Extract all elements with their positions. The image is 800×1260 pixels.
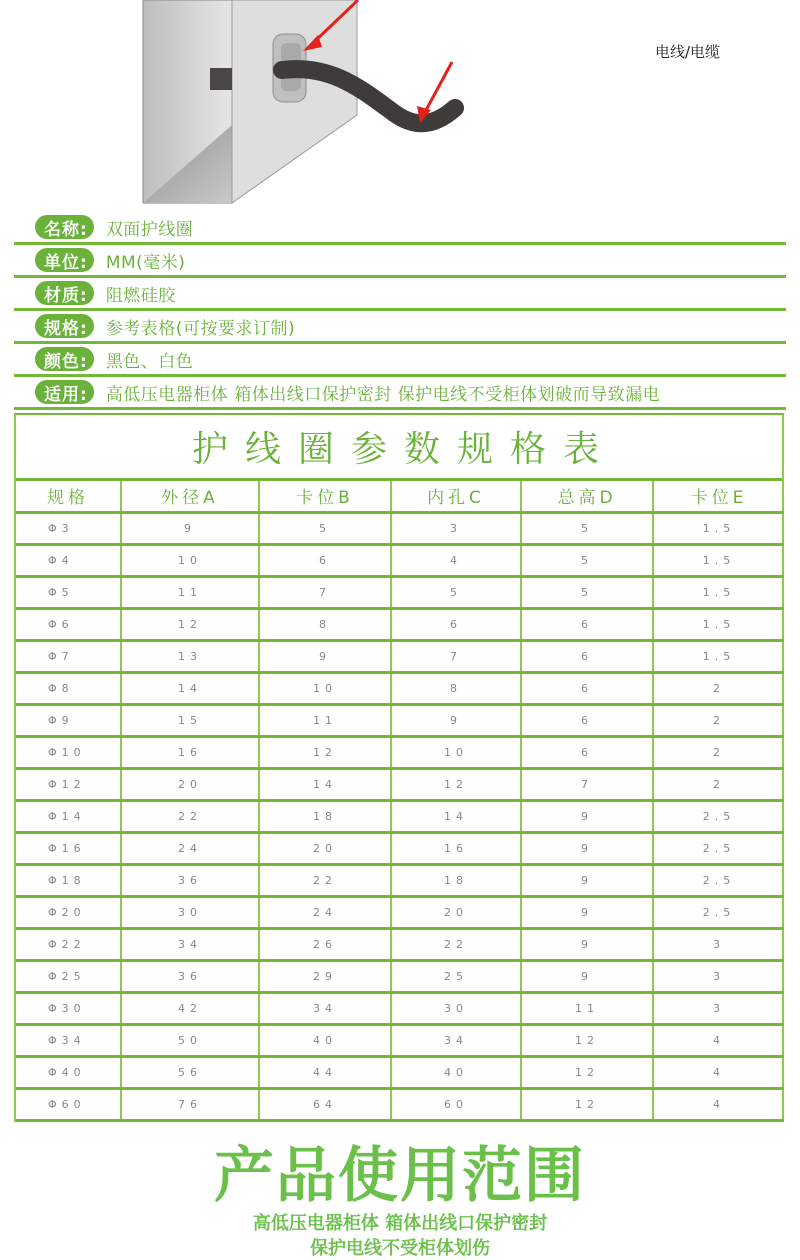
cell-slot-e: 2.5 — [653, 864, 784, 896]
cell-slot-b: 40 — [259, 1024, 391, 1056]
table-row — [16, 736, 784, 768]
spec-label-badge: 适用: — [35, 380, 94, 404]
spec-label-badge: 单位: — [35, 248, 94, 272]
cell-total-height: 11 — [521, 992, 653, 1024]
cell-outer-diameter: 12 — [121, 608, 259, 640]
cell-slot-e: 3 — [653, 928, 784, 960]
table-row — [16, 608, 784, 640]
cell-total-height: 9 — [521, 928, 653, 960]
cell-spec: Φ3 — [16, 512, 121, 544]
cell-outer-diameter: 30 — [121, 896, 259, 928]
cell-slot-e: 2 — [653, 736, 784, 768]
cell-slot-e: 1.5 — [653, 512, 784, 544]
cell-slot-b: 29 — [259, 960, 391, 992]
cell-spec: Φ40 — [16, 1056, 121, 1088]
cell-slot-b: 20 — [259, 832, 391, 864]
cell-slot-e: 4 — [653, 1056, 784, 1088]
spec-value: 双面护线圈 — [105, 219, 194, 240]
cell-outer-diameter: 22 — [121, 800, 259, 832]
cell-inner-hole: 6 — [391, 608, 521, 640]
cell-spec: Φ18 — [16, 864, 121, 896]
table-row — [16, 992, 784, 1024]
spec-row-color — [14, 344, 786, 377]
cell-outer-diameter: 56 — [121, 1056, 259, 1088]
usage-line-2: 保护电线不受柜体划伤 — [310, 1238, 490, 1259]
cell-total-height: 12 — [521, 1088, 653, 1120]
table-row — [16, 960, 784, 992]
cell-inner-hole: 12 — [391, 768, 521, 800]
cell-inner-hole: 5 — [391, 576, 521, 608]
spec-value: 高低压电器柜体 箱体出线口保护密封 保护电线不受柜体划破而导致漏电 — [105, 384, 661, 405]
cell-slot-e: 4 — [653, 1024, 784, 1056]
table-row — [16, 1024, 784, 1056]
table-row — [16, 1088, 784, 1120]
cell-inner-hole: 7 — [391, 640, 521, 672]
cell-slot-b: 14 — [259, 768, 391, 800]
cell-slot-e: 3 — [653, 992, 784, 1024]
cell-slot-b: 8 — [259, 608, 391, 640]
cell-total-height: 9 — [521, 960, 653, 992]
cell-inner-hole: 18 — [391, 864, 521, 896]
cell-total-height: 5 — [521, 544, 653, 576]
table-row — [16, 928, 784, 960]
cell-slot-e: 2 — [653, 768, 784, 800]
cell-total-height: 6 — [521, 608, 653, 640]
cell-slot-e: 1.5 — [653, 608, 784, 640]
spec-value: 参考表格(可按要求订制) — [105, 318, 296, 339]
cable-label: 电线/电缆 — [655, 43, 721, 61]
product-illustration — [0, 0, 800, 205]
cell-inner-hole: 20 — [391, 896, 521, 928]
cell-slot-e: 2.5 — [653, 800, 784, 832]
cell-spec: Φ20 — [16, 896, 121, 928]
table-row — [16, 512, 784, 544]
spec-label-badge: 规格: — [35, 314, 94, 338]
cell-slot-b: 44 — [259, 1056, 391, 1088]
product-spec-list — [14, 212, 786, 410]
cell-total-height: 6 — [521, 640, 653, 672]
cell-inner-hole: 22 — [391, 928, 521, 960]
table-row — [16, 704, 784, 736]
cell-slot-b: 22 — [259, 864, 391, 896]
cell-outer-diameter: 24 — [121, 832, 259, 864]
cell-slot-e: 1.5 — [653, 640, 784, 672]
col-header-slot-e: 卡位E — [653, 481, 784, 512]
table-header-row — [16, 481, 784, 512]
cell-total-height: 9 — [521, 832, 653, 864]
cell-slot-b: 18 — [259, 800, 391, 832]
cell-slot-e: 2.5 — [653, 832, 784, 864]
table-row — [16, 544, 784, 576]
cell-total-height: 6 — [521, 672, 653, 704]
cell-spec: Φ5 — [16, 576, 121, 608]
spec-row-size — [14, 311, 786, 344]
cell-spec: Φ60 — [16, 1088, 121, 1120]
cell-inner-hole: 30 — [391, 992, 521, 1024]
cell-inner-hole: 10 — [391, 736, 521, 768]
cell-slot-e: 1.5 — [653, 544, 784, 576]
cell-outer-diameter: 9 — [121, 512, 259, 544]
table-row — [16, 800, 784, 832]
spec-value: MM(毫米) — [105, 252, 186, 273]
cell-spec: Φ10 — [16, 736, 121, 768]
cell-total-height: 7 — [521, 768, 653, 800]
cell-total-height: 5 — [521, 512, 653, 544]
cell-outer-diameter: 36 — [121, 960, 259, 992]
cell-slot-b: 7 — [259, 576, 391, 608]
cell-spec: Φ6 — [16, 608, 121, 640]
cell-spec: Φ14 — [16, 800, 121, 832]
cell-outer-diameter: 11 — [121, 576, 259, 608]
table-body — [16, 512, 784, 1120]
cell-slot-b: 12 — [259, 736, 391, 768]
table-row — [16, 768, 784, 800]
table-row — [16, 672, 784, 704]
cell-slot-b: 11 — [259, 704, 391, 736]
cell-inner-hole: 9 — [391, 704, 521, 736]
cell-inner-hole: 60 — [391, 1088, 521, 1120]
table-row — [16, 832, 784, 864]
cell-outer-diameter: 13 — [121, 640, 259, 672]
spec-row-application — [14, 377, 786, 410]
cell-slot-b: 24 — [259, 896, 391, 928]
spec-row-name — [14, 212, 786, 245]
spec-label-badge: 材质: — [35, 281, 94, 305]
cell-total-height: 5 — [521, 576, 653, 608]
cell-slot-b: 9 — [259, 640, 391, 672]
cell-outer-diameter: 50 — [121, 1024, 259, 1056]
cell-inner-hole: 16 — [391, 832, 521, 864]
col-header-inner-hole: 内孔C — [391, 481, 521, 512]
parameter-table — [14, 413, 784, 1122]
cell-outer-diameter: 20 — [121, 768, 259, 800]
cell-total-height: 9 — [521, 800, 653, 832]
cell-outer-diameter: 36 — [121, 864, 259, 896]
spec-label-badge: 颜色: — [35, 347, 94, 371]
cell-spec: Φ22 — [16, 928, 121, 960]
cell-total-height: 9 — [521, 864, 653, 896]
cell-slot-b: 64 — [259, 1088, 391, 1120]
col-header-slot-b: 卡位B — [259, 481, 391, 512]
cell-outer-diameter: 42 — [121, 992, 259, 1024]
cell-total-height: 12 — [521, 1024, 653, 1056]
cell-spec: Φ34 — [16, 1024, 121, 1056]
spec-value: 黑色、白色 — [105, 351, 194, 372]
cell-outer-diameter: 15 — [121, 704, 259, 736]
cell-inner-hole: 8 — [391, 672, 521, 704]
cell-slot-b: 10 — [259, 672, 391, 704]
cell-total-height: 6 — [521, 736, 653, 768]
col-header-spec: 规格 — [16, 481, 121, 512]
col-header-outer-diameter: 外径A — [121, 481, 259, 512]
cell-total-height: 9 — [521, 896, 653, 928]
cell-outer-diameter: 76 — [121, 1088, 259, 1120]
spec-row-unit — [14, 245, 786, 278]
table-row — [16, 1056, 784, 1088]
cell-spec: Φ7 — [16, 640, 121, 672]
cell-outer-diameter: 34 — [121, 928, 259, 960]
cell-spec: Φ25 — [16, 960, 121, 992]
spec-row-material — [14, 278, 786, 311]
cell-inner-hole: 34 — [391, 1024, 521, 1056]
cell-slot-e: 2 — [653, 704, 784, 736]
table-row — [16, 864, 784, 896]
usage-line-1: 高低压电器柜体 箱体出线口保护密封 — [252, 1213, 548, 1234]
spec-label-badge: 名称: — [35, 215, 94, 239]
cell-outer-diameter: 16 — [121, 736, 259, 768]
cell-spec: Φ8 — [16, 672, 121, 704]
cell-slot-b: 6 — [259, 544, 391, 576]
col-header-total-height: 总高D — [521, 481, 653, 512]
cell-spec: Φ16 — [16, 832, 121, 864]
cell-spec: Φ4 — [16, 544, 121, 576]
cell-slot-e: 2.5 — [653, 896, 784, 928]
cell-inner-hole: 3 — [391, 512, 521, 544]
table-row — [16, 896, 784, 928]
cell-inner-hole: 40 — [391, 1056, 521, 1088]
cell-inner-hole: 25 — [391, 960, 521, 992]
cell-slot-b: 34 — [259, 992, 391, 1024]
table-title: 护线圈参数规格表 — [16, 415, 782, 481]
cabinet-cable-diagram — [0, 0, 800, 205]
cell-inner-hole: 14 — [391, 800, 521, 832]
table-row — [16, 640, 784, 672]
cell-inner-hole: 4 — [391, 544, 521, 576]
cell-slot-e: 2 — [653, 672, 784, 704]
cell-total-height: 6 — [521, 704, 653, 736]
cell-slot-b: 5 — [259, 512, 391, 544]
usage-title: 产品使用范围 — [214, 1141, 586, 1211]
cell-slot-e: 3 — [653, 960, 784, 992]
cell-outer-diameter: 10 — [121, 544, 259, 576]
cell-outer-diameter: 14 — [121, 672, 259, 704]
cell-spec: Φ9 — [16, 704, 121, 736]
cell-slot-b: 26 — [259, 928, 391, 960]
cell-spec: Φ12 — [16, 768, 121, 800]
cell-spec: Φ30 — [16, 992, 121, 1024]
table-row — [16, 576, 784, 608]
cell-total-height: 12 — [521, 1056, 653, 1088]
cell-slot-e: 4 — [653, 1088, 784, 1120]
spec-value: 阻燃硅胶 — [105, 285, 176, 306]
cell-slot-e: 1.5 — [653, 576, 784, 608]
